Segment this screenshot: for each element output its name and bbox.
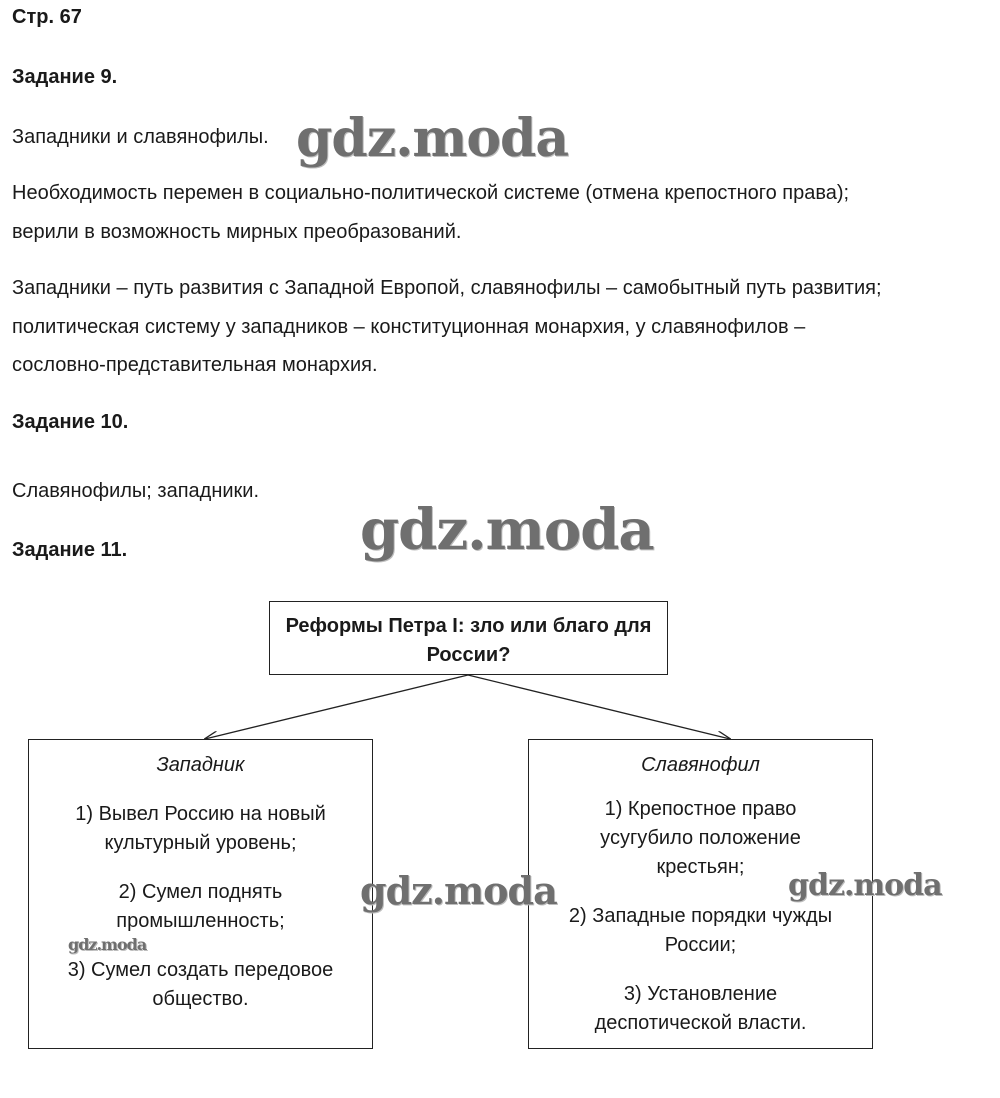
- task-9-heading: Задание 9.: [12, 66, 118, 88]
- westerner-item-1: 1) Вывел Россию на новый культурный уровень;: [75, 803, 326, 854]
- westerner-box: [28, 739, 373, 1049]
- westerner-item-3: 3) Сумел создать передовое общество.: [67, 959, 334, 1010]
- task-9-answer-line-2a: Необходимость перемен в социально-политической системе (отмена крепостного права);: [12, 182, 850, 204]
- watermark: gdz.moda: [360, 868, 557, 913]
- westerner-title: Западник: [156, 754, 245, 776]
- task-9-answer-line-3b: политическая систему у западников – конституционная монархия, у славянофилов –: [12, 316, 806, 338]
- task-9-answer-line-3c: сословно-представительная монархия.: [12, 354, 378, 376]
- slavophile-title: Славянофил: [641, 754, 760, 776]
- task-9-answer-line-2b: верили в возможность мирных преобразований.: [12, 221, 462, 243]
- task-9-answer-line-3a: Западники – путь развития с Западной Европой, славянофилы – самобытный путь развития;: [12, 277, 882, 299]
- watermark: gdz.moda: [68, 935, 147, 954]
- task-9-answer-line-1: Западники и славянофилы.: [12, 126, 269, 148]
- slavophile-item-1: 1) Крепостное право усугубило положение крестьян;: [600, 798, 801, 878]
- diagram-root-title: Реформы Петра I: зло или благо для России?: [285, 615, 652, 666]
- slavophile-item-3: 3) Установление деспотической власти.: [594, 983, 807, 1034]
- task-10-answer: Славянофилы; западники.: [12, 480, 260, 502]
- watermark: gdz.moda: [296, 108, 569, 169]
- slavophile-item-2: 2) Западные порядки чужды России;: [568, 905, 833, 956]
- task-10-heading: Задание 10.: [12, 411, 129, 433]
- westerner-item-2: 2) Сумел поднять промышленность;: [116, 881, 285, 932]
- arrow-to-slavophile: [468, 675, 730, 739]
- diagram-root-box: [269, 601, 668, 675]
- watermark: gdz.moda: [360, 497, 654, 563]
- page-label: Стр. 67: [12, 6, 82, 28]
- watermark: gdz.moda: [788, 868, 942, 903]
- arrow-to-westerner: [205, 675, 468, 739]
- task-11-heading: Задание 11.: [12, 539, 128, 561]
